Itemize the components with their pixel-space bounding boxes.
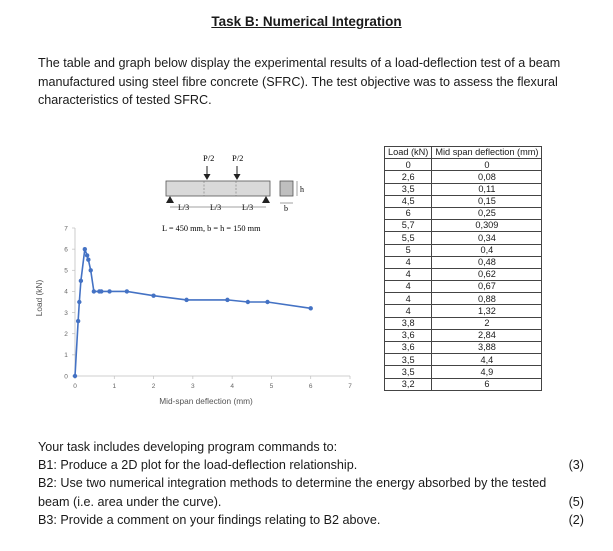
load-label-right: P/2 <box>232 153 244 163</box>
cell-load: 5 <box>385 244 432 256</box>
cell-deflection: 0,309 <box>432 220 542 232</box>
load-deflection-chart <box>30 218 375 410</box>
data-point <box>76 319 80 323</box>
x-tick-label: 5 <box>269 383 274 390</box>
cell-load: 2,6 <box>385 171 432 183</box>
cell-load: 3,5 <box>385 366 432 378</box>
x-axis-label: Mid-span deflection (mm) <box>159 396 253 406</box>
data-table <box>384 146 542 391</box>
task-lead: Your task includes developing program commands to: <box>38 440 338 454</box>
cell-deflection: 6 <box>432 378 542 390</box>
diagram-caption: L = 450 mm, b = h = 150 mm <box>162 224 261 233</box>
data-point <box>86 258 90 262</box>
cell-deflection: 0,25 <box>432 207 542 219</box>
y-tick-label: 6 <box>64 246 68 254</box>
table-header-row <box>385 147 542 159</box>
load-arrowhead-left <box>204 174 211 180</box>
cell-load: 4 <box>385 305 432 317</box>
table-row <box>385 244 542 256</box>
cell-load: 6 <box>385 207 432 219</box>
cell-deflection: 0,62 <box>432 268 542 280</box>
cell-load: 3,5 <box>385 183 432 195</box>
data-point <box>92 289 96 293</box>
task-b1-marks: (3) <box>568 458 584 473</box>
data-point <box>99 289 103 293</box>
cell-load: 3,8 <box>385 317 432 329</box>
y-axis-label: Load (kN) <box>34 279 44 317</box>
table-row <box>385 207 542 219</box>
cell-load: 4 <box>385 268 432 280</box>
table-row <box>385 195 542 207</box>
data-point <box>83 247 87 251</box>
data-point <box>309 306 313 310</box>
data-point <box>246 300 250 304</box>
cross-section <box>280 181 293 196</box>
y-tick-label: 0 <box>64 373 68 381</box>
support-right <box>262 196 270 203</box>
intro-text: The table and graph below display the experimental results of a load-deflection test of a beam manufactured using steel fibre concrete (SFRC). The test objective was to assess the flexural characteristics of tested SFRC. <box>38 56 561 107</box>
x-tick-label: 0 <box>73 383 77 390</box>
chart-axes <box>75 228 350 376</box>
cell-load: 0 <box>385 159 432 171</box>
table-row <box>385 183 542 195</box>
load-label-left: P/2 <box>203 153 215 163</box>
table-row <box>385 268 542 280</box>
table-row <box>385 354 542 366</box>
page-title: Task B: Numerical Integration <box>211 14 402 29</box>
data-point <box>73 374 77 378</box>
cell-deflection: 2,84 <box>432 329 542 341</box>
cell-deflection: 3,88 <box>432 342 542 354</box>
data-point <box>225 298 229 302</box>
table-row <box>385 281 542 293</box>
cell-load: 4 <box>385 281 432 293</box>
table-row <box>385 378 542 390</box>
task-b3 <box>38 511 584 529</box>
support-left <box>166 196 174 203</box>
cell-deflection: 2 <box>432 317 542 329</box>
cell-deflection: 0,48 <box>432 256 542 268</box>
cell-deflection: 0,88 <box>432 293 542 305</box>
task-b1 <box>38 456 584 474</box>
data-point <box>265 300 269 304</box>
task-b2-line1: B2: Use two numerical integration methods to determine the energy absorbed by the tested <box>38 476 547 491</box>
y-tick-label: 7 <box>64 225 68 233</box>
x-tick-label: 7 <box>348 383 352 390</box>
table-row <box>385 329 542 341</box>
y-tick-label: 5 <box>64 267 68 275</box>
cell-load: 3,2 <box>385 378 432 390</box>
table-row <box>385 171 542 183</box>
span-label-3: L/3 <box>242 203 254 212</box>
task-b1-text: B1: Produce a 2D plot for the load-deflection relationship. <box>38 458 358 473</box>
cell-deflection: 0,11 <box>432 183 542 195</box>
cell-deflection: 4,9 <box>432 366 542 378</box>
header-deflection: Mid span deflection (mm) <box>432 147 542 159</box>
data-point <box>85 253 89 257</box>
table-row <box>385 305 542 317</box>
table-row <box>385 317 542 329</box>
cell-load: 4 <box>385 256 432 268</box>
cell-load: 4 <box>385 293 432 305</box>
table-row <box>385 220 542 232</box>
cell-deflection: 0,15 <box>432 195 542 207</box>
header-load: Load (kN) <box>385 147 432 159</box>
task-b2-marks: (5) <box>568 494 584 509</box>
x-tick-label: 4 <box>230 383 234 390</box>
data-point <box>89 268 93 272</box>
task-section <box>38 438 584 529</box>
beam <box>166 181 270 196</box>
span-label-2: L/3 <box>210 203 222 212</box>
cell-load: 3,6 <box>385 329 432 341</box>
task-b3-marks: (2) <box>568 512 584 527</box>
span-label-1: L/3 <box>178 203 190 212</box>
task-b2-line2 <box>38 493 584 511</box>
data-point <box>184 298 188 302</box>
cell-deflection: 0,34 <box>432 232 542 244</box>
cell-deflection: 0,4 <box>432 244 542 256</box>
data-point <box>77 300 81 304</box>
cell-deflection: 0,08 <box>432 171 542 183</box>
cell-deflection: 0 <box>432 159 542 171</box>
data-point <box>125 289 129 293</box>
data-point <box>107 289 111 293</box>
section-h-label: h <box>300 185 304 194</box>
table-row <box>385 232 542 244</box>
task-b2-text: beam (i.e. area under the curve). <box>38 494 222 509</box>
series-points <box>73 247 313 378</box>
data-point <box>79 279 83 283</box>
table-row <box>385 342 542 354</box>
load-arrowhead-right <box>234 174 241 180</box>
table-row <box>385 256 542 268</box>
table-row <box>385 366 542 378</box>
x-tick-label: 2 <box>151 383 156 390</box>
table-row <box>385 159 542 171</box>
cell-load: 3,5 <box>385 354 432 366</box>
cell-deflection: 4,4 <box>432 354 542 366</box>
cell-load: 4,5 <box>385 195 432 207</box>
x-tick-label: 3 <box>191 383 195 390</box>
series-line <box>75 249 311 376</box>
x-tick-label: 1 <box>112 383 117 390</box>
table-row <box>385 293 542 305</box>
cell-load: 5,7 <box>385 220 432 232</box>
cell-deflection: 1,32 <box>432 305 542 317</box>
y-tick-label: 3 <box>64 309 68 317</box>
data-point <box>151 293 155 297</box>
cell-load: 5,5 <box>385 232 432 244</box>
cell-load: 3,6 <box>385 342 432 354</box>
intro-paragraph <box>38 54 578 110</box>
y-tick-label: 4 <box>64 288 68 296</box>
cell-deflection: 0,67 <box>432 281 542 293</box>
y-tick-label: 1 <box>64 352 68 360</box>
task-b3-text: B3: Provide a comment on your findings relating to B2 above. <box>38 512 381 527</box>
section-b-label: b <box>284 204 288 213</box>
table-body <box>385 159 542 391</box>
x-tick-label: 6 <box>308 383 313 390</box>
y-tick-label: 2 <box>64 331 68 339</box>
